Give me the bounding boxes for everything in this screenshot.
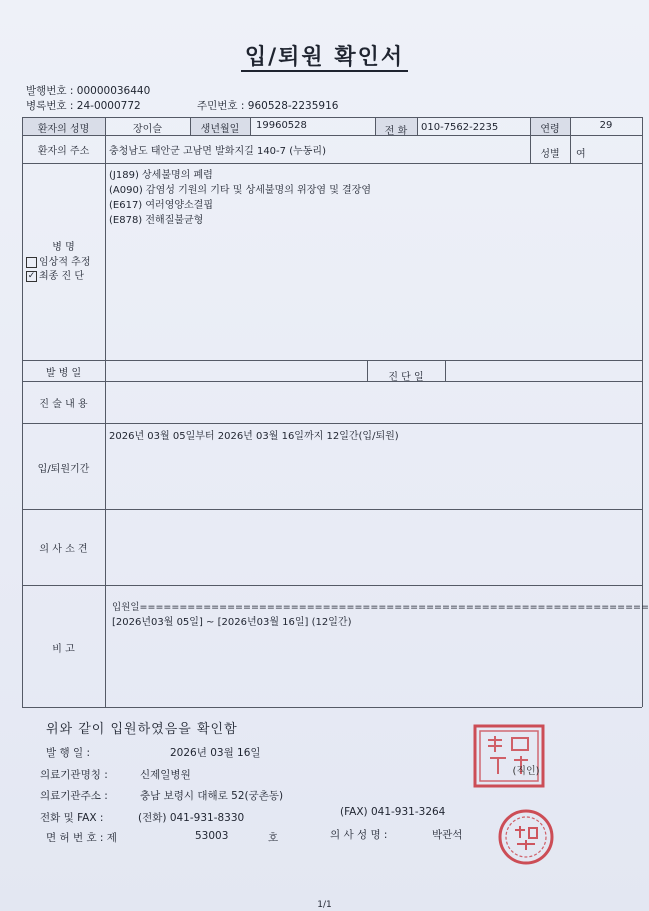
diagnosis-item: (A090) 감염성 기원의 기타 및 상세불명의 위장염 및 결장염 — [109, 185, 372, 196]
period-label: 입/퇴원기간 — [37, 464, 90, 475]
clinical-estimate-checkbox — [26, 257, 37, 268]
admission-period: 2026년 03월 05일부터 2026년 03월 16일까지 12일간(입/퇴원) — [109, 431, 399, 442]
sex-label: 성별 — [540, 149, 560, 160]
birth-date: 19960528 — [256, 120, 307, 131]
patient-name: 장이슬 — [133, 124, 162, 135]
diagnosis-date-label: 진 단 일 — [388, 372, 424, 383]
age-value: 29 — [599, 120, 613, 131]
license-label: 면 허 번 호 : 제 — [46, 832, 117, 844]
hospital-name-label: 의료기관명칭 : — [40, 769, 108, 781]
age-label: 연령 — [540, 124, 560, 135]
license-suffix: 호 — [268, 832, 279, 844]
issue-date: 2026년 03월 16일 — [170, 747, 261, 759]
diagnosis-item: (E617) 여러영양소결핍 — [109, 200, 214, 211]
diagnosis-label: 병 명 — [52, 242, 75, 253]
issue-number: 발행번호 : 00000036440 — [26, 85, 151, 97]
issue-date-label: 발 행 일 : — [46, 747, 90, 759]
address-label: 환자의 주소 — [37, 146, 90, 157]
hospital-name: 신제일병원 — [140, 769, 191, 781]
onset-label: 발 병 일 — [45, 368, 82, 379]
remarks-line: [2026년03월 05일] ~ [2026년03월 16일] (12일간) — [112, 617, 352, 628]
diagnosis-item: (J189) 상세불명의 폐렴 — [109, 170, 213, 181]
doctor-name: 박관석 — [432, 829, 463, 841]
record-number: 병록번호 : 24-0000772 — [26, 100, 141, 112]
remarks-line: 입원일================================================================ — [112, 602, 649, 613]
confirmation-text: 위와 같이 입원하였음을 확인함 — [46, 722, 238, 737]
final-diagnosis-checkbox: ✓ — [27, 270, 36, 281]
statement-label: 진 술 내 용 — [39, 399, 88, 410]
patient-address: 충청남도 태안군 고남면 발화지길 140-7 (누동리) — [109, 146, 326, 157]
official-seal-stamp — [470, 722, 550, 792]
doctor-seal-stamp — [497, 808, 555, 866]
phone-number: 010-7562-2235 — [421, 122, 499, 133]
doctor-name-label: 의 사 성 명 : — [330, 829, 388, 841]
sex-value: 여 — [576, 149, 586, 160]
final-diagnosis-option: ✓ 최종 진 단 — [27, 270, 84, 282]
hospital-address-label: 의료기관주소 : — [40, 790, 108, 802]
clinical-estimate-option: 임상적 추정 — [26, 253, 90, 268]
contact-label: 전화 및 FAX : — [40, 812, 104, 824]
patient-name-label: 환자의 성명 — [37, 124, 90, 135]
hospital-tel: (전화) 041-931-8330 — [138, 812, 245, 824]
page-number: 1/1 — [317, 900, 332, 910]
resident-number: 주민번호 : 960528-2235916 — [197, 100, 339, 112]
diagnosis-item: (E878) 전해질불균형 — [109, 215, 204, 226]
document-title: 입/퇴원 확인서 — [0, 40, 649, 71]
phone-label: 전 화 — [384, 126, 408, 137]
hospital-address: 충남 보령시 대해로 52(궁촌동) — [140, 790, 284, 802]
doctor-opinion-label: 의 사 소 견 — [39, 544, 88, 555]
birth-label: 생년월일 — [200, 124, 240, 135]
license-number: 53003 — [195, 830, 229, 842]
hospital-fax: (FAX) 041-931-3264 — [340, 806, 446, 818]
stamp-label: (직인) — [512, 766, 540, 777]
remarks-label: 비 고 — [52, 644, 75, 655]
